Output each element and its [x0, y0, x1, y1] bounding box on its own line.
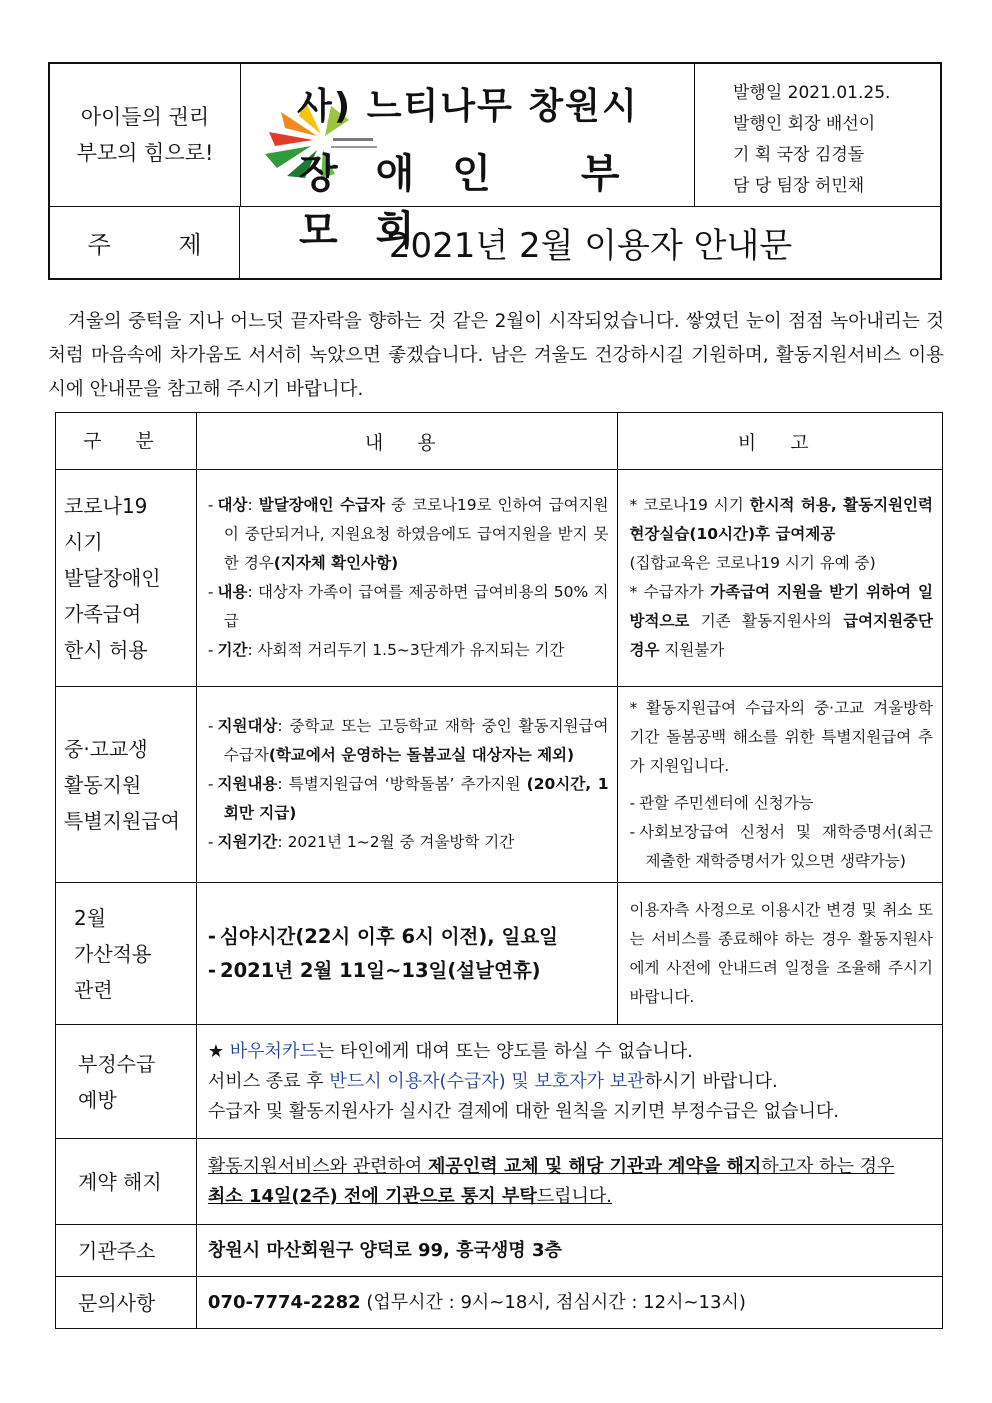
content-line: ★ 바우처카드는 타인에게 대여 또는 양도를 하실 수 없습니다. [207, 1040, 693, 1062]
row-content-wide [196, 1139, 942, 1225]
row-content [196, 883, 618, 1025]
content-item: - 지원대상: 중학교 또는 고등학교 재학 중인 활동지원급여 수급자(학교에서 운영하는 돌봄교실 대상자는 제외) [207, 717, 609, 764]
row-remarks [618, 687, 943, 883]
row-content-wide [196, 1025, 942, 1139]
row-category: 기관주소 [56, 1225, 197, 1277]
subject-title: 2021년 2월 이용자 안내문 [388, 226, 793, 266]
table-header-row [56, 413, 943, 470]
contact-value: 070-7774-2282 (업무시간 : 9시~18시, 점심시간 : 12시~13시) [207, 1291, 746, 1313]
category-line: 관련 [74, 977, 113, 1002]
table-row [56, 687, 943, 883]
category-line: 중·고교생 [64, 736, 148, 761]
header-subject-row [50, 207, 940, 278]
category-line: 한시 허용 [64, 638, 148, 662]
category-line: 코로나19 [64, 494, 148, 518]
remark-item: - 사회보장급여 신청서 및 재학증명서(최근 제출한 재학증명서가 있으면 생략가능) [629, 822, 933, 870]
org-name-line-2: 장애인 부모회 [299, 151, 658, 254]
table-row [56, 883, 943, 1025]
table-row [56, 1225, 943, 1277]
content-item: - 2021년 2월 11일~13일(설날연휴) [207, 958, 541, 982]
content-line: 서비스 종료 후 반드시 이용자(수급자) 및 보호자가 보관하시기 바랍니다. [207, 1070, 778, 1092]
category-line: 시기 [64, 530, 103, 554]
notice-table [55, 412, 943, 1329]
row-category [56, 470, 197, 687]
subject-label: 주 제 [50, 207, 240, 278]
remark: 이용자측 사정으로 이용시간 변경 및 취소 또는 서비스를 종료해야 하는 경우 활동지원사에게 사전에 안내드려 일정을 조율해 주시기 바랍니다. [629, 900, 933, 1006]
row-content-wide [196, 1225, 942, 1277]
org-name-line-1: 사) 느티나무 창원시 [297, 86, 639, 127]
content-item: - 대상: 발달장애인 수급자 중 코로나19로 인하여 급여지원이 중단되거나, 지원요청 하였음에도 급여지원을 받지 못한 경우(지자체 확인사항) [207, 496, 609, 572]
category-line: 발달장애인 [64, 566, 161, 590]
category-line: 예방 [78, 1087, 117, 1112]
row-category: 문의사항 [56, 1277, 197, 1329]
category-line: 2월 [74, 905, 107, 930]
row-content-wide [196, 1277, 942, 1329]
content-item: - 심야시간(22시 이후 6시 이전), 일요일 [207, 924, 558, 948]
intro-paragraph: 겨울의 중턱을 지나 어느덧 끝자락을 향하는 것 같은 2월이 시작되었습니다. 쌓였던 눈이 점점 녹아내리는 것처럼 마음속에 차가움도 서서히 녹았으면 좋겠습니다. 남은 겨울도 건강하시길 기원하며, 활동지원서비스 이용 시에 안내문을 참고해 주시기 바랍니다. [48, 311, 944, 400]
row-category [56, 687, 197, 883]
content-item: - 내용: 대상자 가족이 급여를 제공하면 급여비용의 50% 지급 [207, 583, 609, 630]
row-remarks [618, 883, 943, 1025]
pub-publisher: 발행인 회장 배선이 [733, 114, 876, 134]
row-category: 계약 해지 [56, 1139, 197, 1225]
category-line: 부정수급 [78, 1051, 156, 1076]
table-row [56, 1277, 943, 1329]
pub-manager: 담 당 팀장 허민채 [733, 176, 865, 196]
category-line: 특별지원급여 [64, 808, 180, 833]
category-line: 가족급여 [64, 602, 142, 626]
category-line: 활동지원 [64, 772, 142, 797]
category-line: 가산적용 [74, 941, 152, 966]
table-row [56, 1025, 943, 1139]
address-value: 창원시 마산회원구 양덕로 99, 흥국생명 3층 [207, 1239, 562, 1261]
row-category [56, 883, 197, 1025]
remark: * 활동지원급여 수급자의 중·고교 겨울방학 기간 돌봄공백 해소를 위한 특별지원급여 추가 지원입니다. [629, 698, 933, 775]
slogan-line-1: 아이들의 권리 [80, 104, 210, 129]
slogan [50, 64, 241, 206]
pub-date: 발행일 2021.01.25. [733, 83, 891, 103]
row-content [196, 687, 618, 883]
slogan-line-2: 부모의 힘으로! [76, 141, 214, 165]
content-item: - 지원내용: 특별지원급여 ‘방학돌봄’ 추가지원 (20시간, 1회만 지급) [207, 775, 609, 822]
row-remarks [618, 470, 943, 687]
content-line: 수급자 및 활동지원사가 실시간 결제에 대한 원칙을 지키면 부정수급은 없습니다. [207, 1100, 839, 1122]
table-row [56, 1139, 943, 1225]
header-remarks: 비 고 [618, 413, 943, 470]
publication-info [694, 64, 940, 206]
table-row [56, 470, 943, 687]
content-line: 활동지원서비스와 관련하여 제공인력 교체 및 해당 기관과 계약을 해지하고자 하는 경우 최소 14일(2주) 전에 기관으로 통지 부탁드립니다. [207, 1155, 895, 1207]
phone-number[interactable]: 070-7774-2282 [207, 1291, 361, 1313]
remark: * 코로나19 시기 한시적 허용, 활동지원인력 현장실습(10시간)후 급여제공 (집합교육은 코로나19 시기 유예 중) [629, 496, 933, 572]
newsletter-header [48, 62, 942, 280]
header-category: 구 분 [56, 413, 197, 470]
content-item: - 기간: 사회적 거리두기 1.5~3단계가 유지되는 기간 [207, 641, 565, 659]
pub-planner: 기 획 국장 김경돌 [733, 145, 865, 165]
remark-item: - 관할 주민센터에 신청가능 [629, 793, 814, 812]
header-content: 내 용 [196, 413, 618, 470]
row-category [56, 1025, 197, 1139]
remark: * 수급자가 가족급여 지원을 받기 위하여 일방적으로 기존 활동지원사의 급여지원중단 경우 지원불가 [629, 583, 933, 659]
content-item: - 지원기간: 2021년 1~2월 중 겨울방학 기간 [207, 833, 515, 851]
row-content [196, 470, 618, 687]
